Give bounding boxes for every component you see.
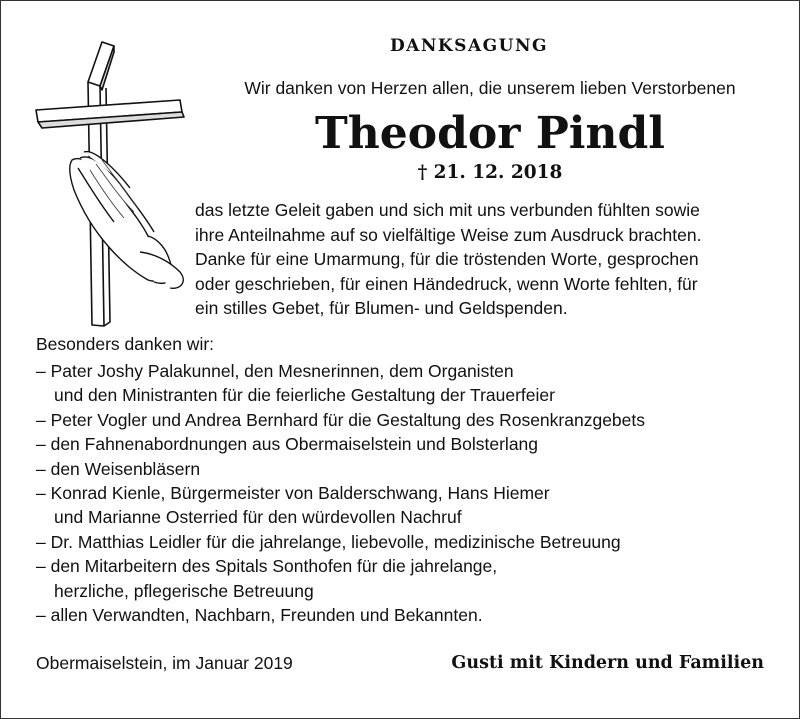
thanks-line: – den Fahnenabordnungen aus Obermaiselstein und Bolsterlang (36, 434, 539, 455)
thanks-line: und den Ministranten für die feierliche Gestaltung der Trauerfeier (54, 385, 555, 406)
thanks-line: und Marianne Osterried für den würdevollen Nachruf (54, 507, 462, 528)
paragraph-line: oder geschrieben, für einen Händedruck, wenn Worte fehlten, für (195, 273, 698, 294)
thanks-heading: Besonders danken wir: (36, 334, 215, 354)
paragraph-line: das letzte Geleit gaben und sich mit uns verbunden fühlten sowie (195, 200, 700, 220)
paragraph-line: Danke für eine Umarmung, für die tröstenden Worte, gesprochen (195, 249, 699, 269)
signature: Gusti mit Kindern und Familien (451, 653, 764, 673)
thanks-line: – den Mitarbeitern des Spitals Sonthofen für die jahrelange, (36, 556, 498, 577)
intro-line: Wir danken von Herzen allen, die unserem lieben Verstorbenen (244, 78, 736, 98)
thanks-list (36, 359, 776, 627)
paragraph-line: ein stilles Gebet, für Blumen- und Geldspenden. (195, 298, 568, 318)
place-date: Obermaiselstein, im Januar 2019 (36, 653, 293, 673)
paragraph-line: ihre Anteilnahme auf so vielfältige Weise zum Ausdruck brachten. (195, 224, 702, 245)
thanks-line: – den Weisenbläsern (36, 458, 201, 479)
death-date: † 21. 12. 2018 (417, 162, 563, 183)
thanks-line: – Pater Joshy Palakunnel, den Mesnerinnen, dem Organisten (36, 361, 514, 381)
thanks-line: – allen Verwandten, Nachbarn, Freunden und Bekannten. (36, 605, 483, 626)
thanks-line: – Konrad Kienle, Bürgermeister von Balderschwang, Hans Hiemer (36, 483, 550, 504)
notice-heading: DANKSAGUNG (389, 36, 549, 56)
gratitude-paragraph (195, 198, 775, 321)
thanks-line: herzliche, pflegerische Betreuung (54, 580, 314, 601)
thanks-line: – Peter Vogler und Andrea Bernhard für die Gestaltung des Rosenkranzgebets (36, 409, 646, 430)
thanks-line: – Dr. Matthias Leidler für die jahrelange, liebevolle, medizinische Betreuung (36, 531, 621, 552)
deceased-name: Theodor Pindl (315, 108, 665, 159)
cross-with-praying-hands-icon (30, 40, 200, 330)
